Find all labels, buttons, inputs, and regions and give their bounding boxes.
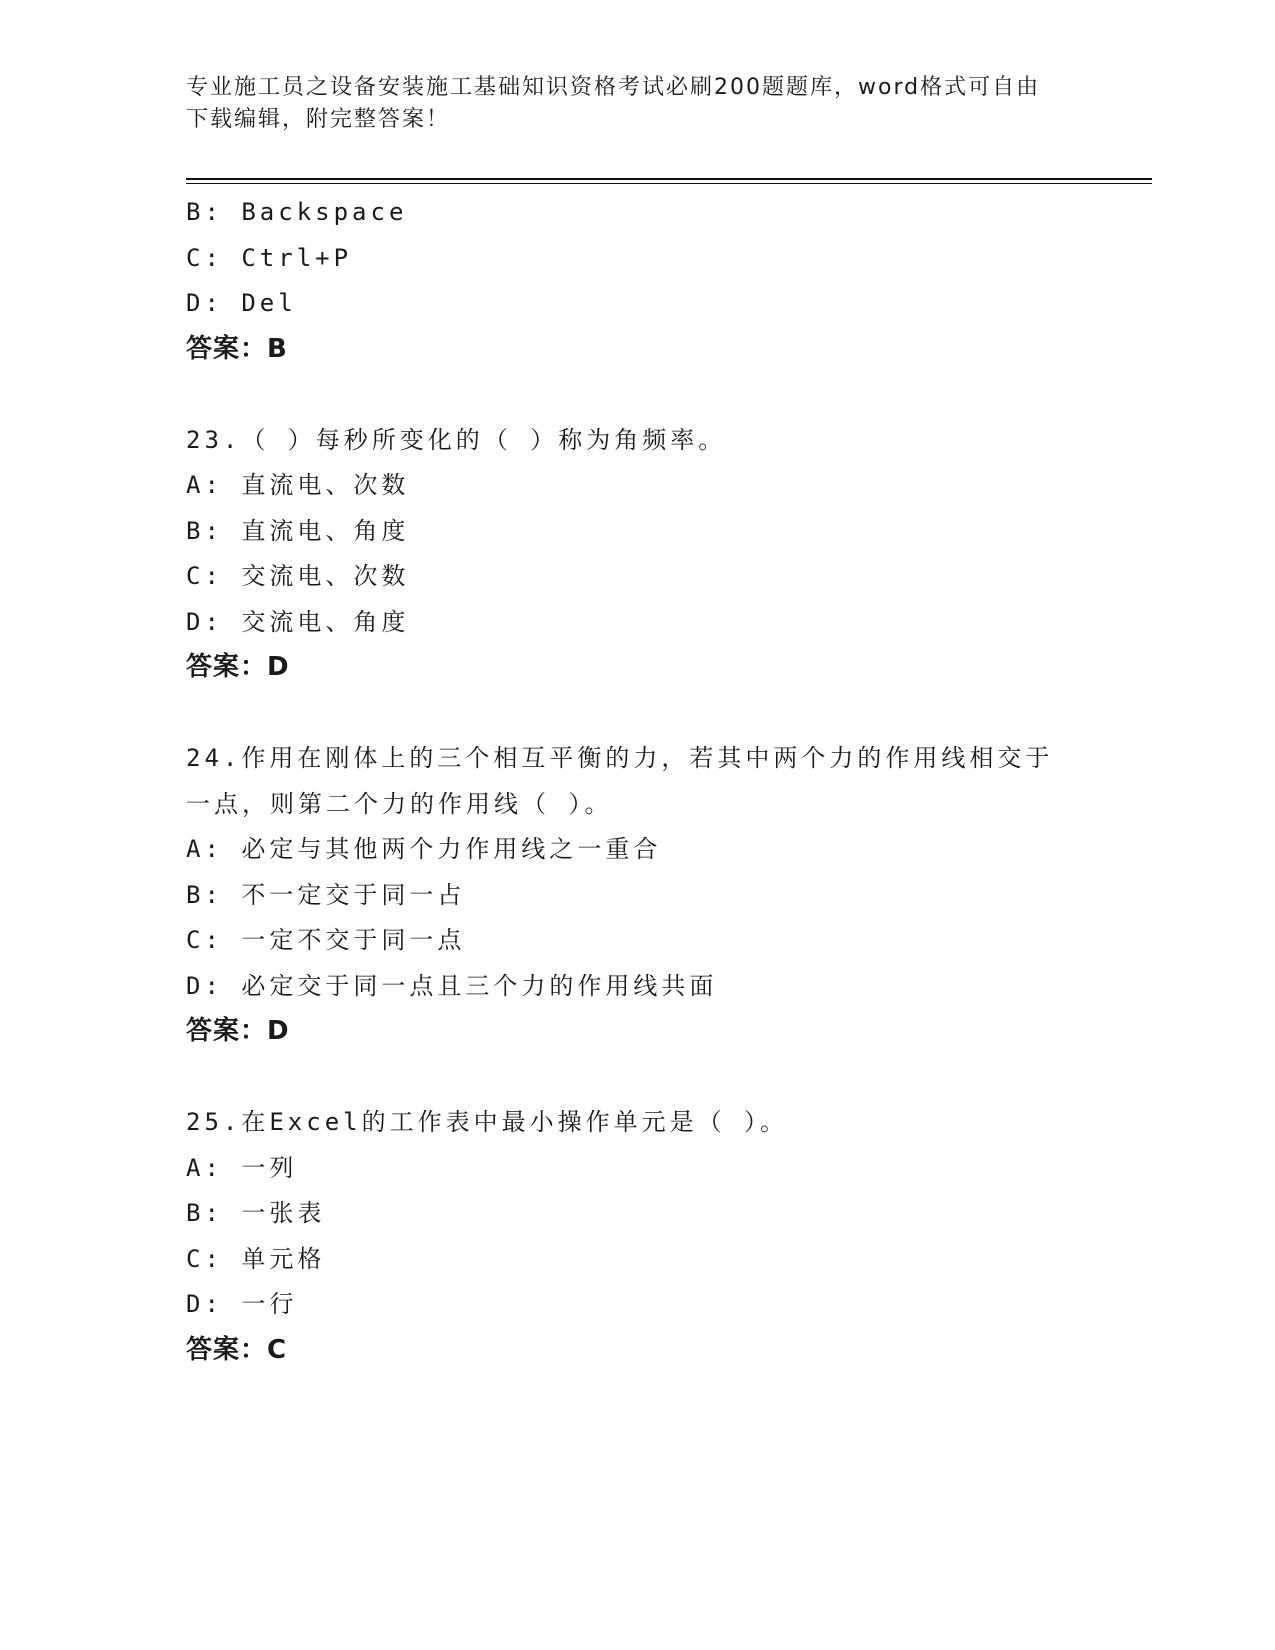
option-b: B: Backspace bbox=[186, 198, 408, 226]
spacer bbox=[186, 691, 1086, 737]
option-c: C: 一定不交于同一点 bbox=[186, 926, 466, 954]
question-24 bbox=[186, 736, 1086, 1055]
option-c: C: Ctrl+P bbox=[186, 243, 353, 272]
answer: 答案：B bbox=[186, 333, 288, 364]
document-header bbox=[186, 72, 1066, 136]
question-25 bbox=[186, 1100, 1086, 1373]
answer: 答案：D bbox=[186, 652, 290, 682]
option-d: D: Del bbox=[186, 289, 297, 317]
question-text-line-1: 24.作用在刚体上的三个相互平衡的力，若其中两个力的作用线相交于 bbox=[186, 744, 1054, 772]
option-c: C: 交流电、次数 bbox=[186, 562, 410, 590]
option-c: C: 单元格 bbox=[186, 1244, 326, 1273]
header-divider-thin bbox=[186, 183, 1152, 184]
option-d: D: 必定交于同一点且三个力的作用线共面 bbox=[186, 971, 718, 1000]
question-22-continued bbox=[186, 190, 1086, 372]
question-text-line-2: 一点，则第二个力的作用线（ ）。 bbox=[186, 789, 613, 818]
header-title-line-1: 专业施工员之设备安装施工基础知识资格考试必刷200题题库，word格式可自由 bbox=[186, 75, 1041, 100]
question-text: 25.在Excel的工作表中最小操作单元是（ ）。 bbox=[186, 1108, 789, 1136]
answer: 答案：C bbox=[186, 1334, 288, 1365]
spacer bbox=[186, 372, 1086, 418]
option-a: A: 一列 bbox=[186, 1153, 298, 1182]
option-b: B: 不一定交于同一占 bbox=[186, 880, 466, 909]
question-23 bbox=[186, 418, 1086, 691]
answer: 答案：D bbox=[186, 1016, 290, 1046]
question-text: 23.（ ）每秒所变化的（ ）称为角频率。 bbox=[186, 425, 727, 454]
option-d: D: 交流电、角度 bbox=[186, 607, 410, 636]
option-a: A: 必定与其他两个力作用线之一重合 bbox=[186, 835, 662, 863]
question-list bbox=[186, 190, 1086, 1373]
option-b: B: 直流电、角度 bbox=[186, 516, 410, 545]
option-d: D: 一行 bbox=[186, 1290, 298, 1318]
option-b: B: 一张表 bbox=[186, 1199, 326, 1227]
header-divider-thick bbox=[186, 178, 1152, 180]
spacer bbox=[186, 1055, 1086, 1101]
option-a: A: 直流电、次数 bbox=[186, 471, 410, 499]
header-title-line-2: 下载编辑，附完整答案！ bbox=[186, 107, 451, 132]
